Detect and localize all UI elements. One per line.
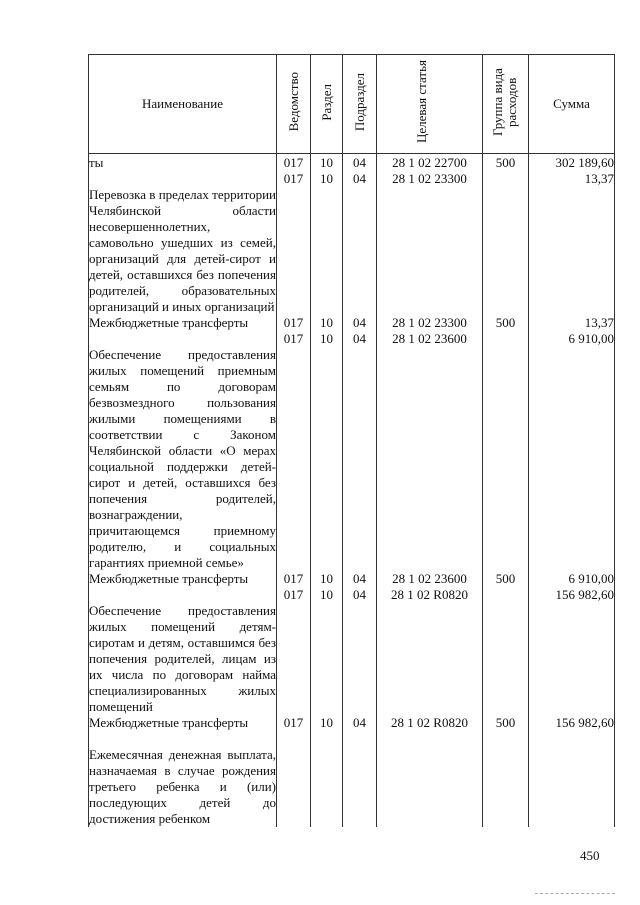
table-row — [89, 315, 615, 331]
cell-expense-group: 500 — [483, 715, 529, 731]
cell-amount: 156 982,60 — [529, 715, 615, 731]
header-section: Раздел — [311, 55, 343, 154]
cell-target-article: 28 1 02 23300 — [377, 171, 483, 315]
cell-amount: 6 910,00 — [529, 571, 615, 587]
table-row — [89, 154, 615, 172]
cell-target-article: 28 1 02 R0820 — [377, 587, 483, 715]
cell-section: 10 — [311, 154, 343, 172]
cell-name: Обеспечение предоставления жилых помещений приемным семьям по договорам безвозмездного пользования жилыми помещениями в соответствии с Законом Челябинской области «О мерах социальной поддержки детей-сирот и детей, оставшихся без попечения родителей, вознаграждении, причитающемся приемному родителю, и социальных гарантиях приемной семье» — [89, 331, 277, 571]
cell-section: 10 — [311, 331, 343, 571]
cell-amount: 156 982,60 — [529, 587, 615, 715]
table-row — [89, 715, 615, 731]
footer-divider — [535, 893, 615, 894]
cell-expense-group: 500 — [483, 571, 529, 587]
cell-department: 017 — [277, 331, 311, 571]
cell-expense-group — [483, 171, 529, 315]
cell-department: 017 — [277, 571, 311, 587]
page-number: 450 — [580, 848, 600, 863]
cell-subsection: 04 — [343, 171, 377, 315]
cell-subsection: 04 — [343, 154, 377, 172]
header-expense-group: Группа вида расходов — [483, 55, 529, 154]
cell-subsection: 04 — [343, 331, 377, 571]
cell-subsection: 04 — [343, 587, 377, 715]
header-amount: Сумма — [529, 55, 615, 154]
cell-target-article: 28 1 02 22700 — [377, 154, 483, 172]
cell-section: 10 — [311, 171, 343, 315]
cell-name: Межбюджетные трансферты — [89, 571, 277, 587]
table-row — [89, 171, 615, 315]
cell-subsection — [343, 731, 377, 827]
cell-section — [311, 731, 343, 827]
cell-department: 017 — [277, 587, 311, 715]
table-row — [89, 331, 615, 571]
budget-table — [88, 54, 615, 827]
table-row — [89, 731, 615, 827]
cell-section: 10 — [311, 315, 343, 331]
cell-department — [277, 731, 311, 827]
cell-department: 017 — [277, 715, 311, 731]
cell-name: Межбюджетные трансферты — [89, 315, 277, 331]
cell-department: 017 — [277, 171, 311, 315]
cell-name: Обеспечение предоставления жилых помещений детям-сиротам и детям, оставшимся без попечения родителей, лицам из их числа по договорам найма специализированных жилых помещений — [89, 587, 277, 715]
cell-expense-group — [483, 731, 529, 827]
cell-name: Межбюджетные трансферты — [89, 715, 277, 731]
cell-expense-group: 500 — [483, 154, 529, 172]
cell-target-article: 28 1 02 23600 — [377, 571, 483, 587]
cell-department: 017 — [277, 154, 311, 172]
cell-name: Перевозка в пределах территории Челябинской области несовершеннолетних, самовольно ушедших из семей, организаций для детей-сирот и детей, оставшихся без попечения родителей, образовательных организаций и иных организаций — [89, 171, 277, 315]
cell-amount: 13,37 — [529, 171, 615, 315]
cell-subsection: 04 — [343, 715, 377, 731]
cell-amount: 13,37 — [529, 315, 615, 331]
header-name: Наименование — [89, 55, 277, 154]
cell-name: ты — [89, 154, 277, 172]
table-header-row — [89, 55, 615, 154]
cell-expense-group: 500 — [483, 315, 529, 331]
cell-target-article: 28 1 02 R0820 — [377, 715, 483, 731]
cell-target-article: 28 1 02 23300 — [377, 315, 483, 331]
header-subsection: Подраздел — [343, 55, 377, 154]
cell-department: 017 — [277, 315, 311, 331]
cell-section: 10 — [311, 715, 343, 731]
table-row — [89, 587, 615, 715]
cell-section: 10 — [311, 571, 343, 587]
cell-subsection: 04 — [343, 315, 377, 331]
table-row — [89, 571, 615, 587]
cell-amount — [529, 731, 615, 827]
cell-section: 10 — [311, 587, 343, 715]
cell-expense-group — [483, 331, 529, 571]
header-target-article: Целевая статья — [377, 55, 483, 154]
cell-amount: 302 189,60 — [529, 154, 615, 172]
cell-name: Ежемесячная денежная выплата, назначаемая в случае рождения третьего ребенка и (или) последующих детей до достижения ребенком — [89, 731, 277, 827]
cell-target-article: 28 1 02 23600 — [377, 331, 483, 571]
cell-target-article — [377, 731, 483, 827]
cell-expense-group — [483, 587, 529, 715]
cell-amount: 6 910,00 — [529, 331, 615, 571]
cell-subsection: 04 — [343, 571, 377, 587]
header-department: Ведомство — [277, 55, 311, 154]
